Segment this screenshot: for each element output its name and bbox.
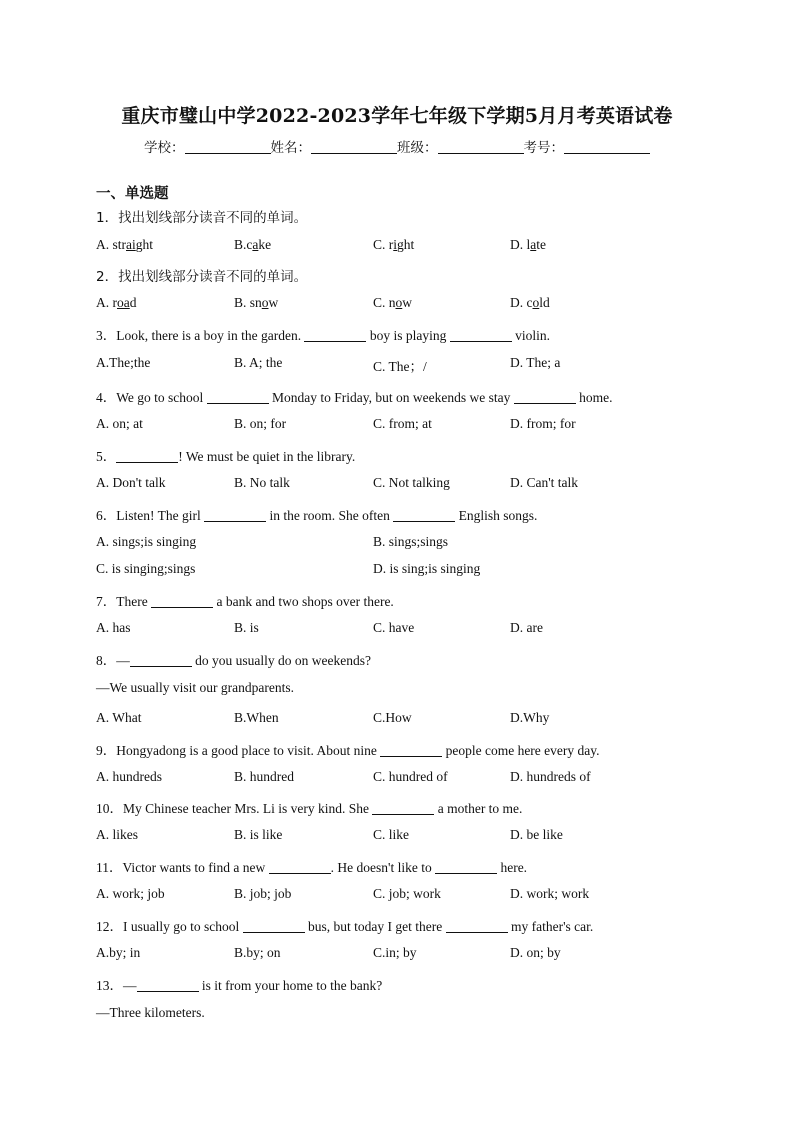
answer-blank[interactable]	[207, 391, 269, 404]
q12-option-a[interactable]: A.by; in	[96, 945, 141, 960]
name-label: 姓名：	[270, 140, 311, 156]
q11-option-c[interactable]: C. job; work	[373, 886, 441, 901]
section-heading: 一、单选题	[96, 186, 169, 202]
q5-option-a[interactable]: A. Don't talk	[96, 475, 166, 490]
question-6-stem: 6．Listen! The girl in the room. She often English songs.	[96, 508, 538, 523]
question-1-stem: 1．找出划线部分读音不同的单词。	[96, 210, 308, 226]
question-13-reply: —Three kilometers.	[96, 1005, 205, 1020]
q10-option-a[interactable]: A. likes	[96, 827, 138, 842]
q7-option-b[interactable]: B. is	[234, 620, 259, 635]
q8-option-c[interactable]: C.How	[373, 710, 412, 725]
question-13-stem: 13．— is it from your home to the bank?	[96, 978, 383, 993]
q10-option-d[interactable]: D. be like	[510, 827, 563, 842]
q8-option-b[interactable]: B.When	[234, 710, 279, 725]
q4-option-a[interactable]: A. on; at	[96, 416, 143, 431]
q6-option-c[interactable]: C. is singing;sings	[96, 561, 196, 576]
number-label: 考号：	[523, 140, 564, 156]
q10-option-c[interactable]: C. like	[373, 827, 409, 842]
question-3-stem: 3．Look, there is a boy in the garden. boy is playing violin.	[96, 328, 550, 343]
student-info-row	[0, 136, 794, 156]
q9-option-b[interactable]: B. hundred	[234, 769, 294, 784]
q11-option-d[interactable]: D. work; work	[510, 886, 590, 901]
answer-blank[interactable]	[269, 861, 331, 874]
answer-blank[interactable]	[514, 391, 576, 404]
question-10-stem: 10．My Chinese teacher Mrs. Li is very kind. She a mother to me.	[96, 801, 523, 816]
answer-blank[interactable]	[450, 329, 512, 342]
answer-blank[interactable]	[116, 450, 178, 463]
q12-option-b[interactable]: B.by; on	[234, 945, 281, 960]
question-8-stem: 8．— do you usually do on weekends?	[96, 653, 371, 668]
q7-option-a[interactable]: A. has	[96, 620, 131, 635]
q3-option-a[interactable]: A.The;the	[96, 355, 151, 370]
answer-blank[interactable]	[304, 329, 366, 342]
q1-option-a[interactable]: A. straight	[96, 237, 154, 252]
q9-option-c[interactable]: C. hundred of	[373, 769, 448, 784]
answer-blank[interactable]	[372, 802, 434, 815]
q11-option-a[interactable]: A. work; job	[96, 886, 165, 901]
q2-option-c[interactable]: C. now	[373, 295, 413, 310]
q1-option-d[interactable]: D. late	[510, 237, 546, 252]
q8-option-a[interactable]: A. What	[96, 710, 142, 725]
q4-option-d[interactable]: D. from; for	[510, 416, 576, 431]
answer-blank[interactable]	[130, 654, 192, 667]
answer-blank[interactable]	[137, 979, 199, 992]
q3-option-d[interactable]: D. The; a	[510, 355, 561, 370]
answer-blank[interactable]	[151, 595, 213, 608]
class-blank[interactable]	[438, 140, 524, 154]
q7-option-d[interactable]: D. are	[510, 620, 543, 635]
q8-option-d[interactable]: D.Why	[510, 710, 550, 725]
q9-option-d[interactable]: D. hundreds of	[510, 769, 591, 784]
q12-option-d[interactable]: D. on; by	[510, 945, 561, 960]
answer-blank[interactable]	[435, 861, 497, 874]
answer-blank[interactable]	[380, 744, 442, 757]
q9-option-a[interactable]: A. hundreds	[96, 769, 162, 784]
answer-blank[interactable]	[243, 920, 305, 933]
question-12-stem: 12．I usually go to school bus, but today I get there my father's car.	[96, 919, 594, 934]
q2-option-a[interactable]: A. road	[96, 295, 137, 310]
q7-option-c[interactable]: C. have	[373, 620, 415, 635]
answer-blank[interactable]	[204, 509, 266, 522]
name-blank[interactable]	[311, 140, 397, 154]
question-4-stem: 4．We go to school Monday to Friday, but on weekends we stay home.	[96, 390, 613, 405]
question-9-stem: 9．Hongyadong is a good place to visit. About nine people come here every day.	[96, 743, 600, 758]
q6-option-b[interactable]: B. sings;sings	[373, 534, 449, 549]
q5-option-c[interactable]: C. Not talking	[373, 475, 450, 490]
question-7-stem: 7．There a bank and two shops over there.	[96, 594, 394, 609]
answer-blank[interactable]	[393, 509, 455, 522]
question-8-reply: —We usually visit our grandparents.	[96, 680, 294, 695]
q2-option-d[interactable]: D. cold	[510, 295, 550, 310]
q5-option-d[interactable]: D. Can't talk	[510, 475, 579, 490]
q4-option-b[interactable]: B. on; for	[234, 416, 287, 431]
question-11-stem: 11．Victor wants to find a new . He doesn't like to here.	[96, 860, 528, 875]
q2-option-b[interactable]: B. snow	[234, 295, 279, 310]
answer-blank[interactable]	[446, 920, 508, 933]
school-label: 学校：	[144, 140, 185, 156]
class-label: 班级：	[397, 140, 438, 156]
q6-option-a[interactable]: A. sings;is singing	[96, 534, 197, 549]
number-blank[interactable]	[564, 140, 650, 154]
q4-option-c[interactable]: C. from; at	[373, 416, 432, 431]
question-5-stem: 5． ! We must be quiet in the library.	[96, 449, 356, 464]
q3-option-c[interactable]: C. The；/	[373, 359, 427, 374]
q1-option-b[interactable]: B.cake	[234, 237, 272, 252]
page-title: 重庆市璧山中学2022-2023学年七年级下学期5月月考英语试卷	[121, 105, 673, 127]
q12-option-c[interactable]: C.in; by	[373, 945, 417, 960]
q10-option-b[interactable]: B. is like	[234, 827, 283, 842]
q11-option-b[interactable]: B. job; job	[234, 886, 292, 901]
question-2-stem: 2．找出划线部分读音不同的单词。	[96, 269, 308, 285]
q5-option-b[interactable]: B. No talk	[234, 475, 290, 490]
school-blank[interactable]	[185, 140, 271, 154]
q3-option-b[interactable]: B. A; the	[234, 355, 283, 370]
q1-option-c[interactable]: C. right	[373, 237, 415, 252]
q6-option-d[interactable]: D. is sing;is singing	[373, 561, 481, 576]
